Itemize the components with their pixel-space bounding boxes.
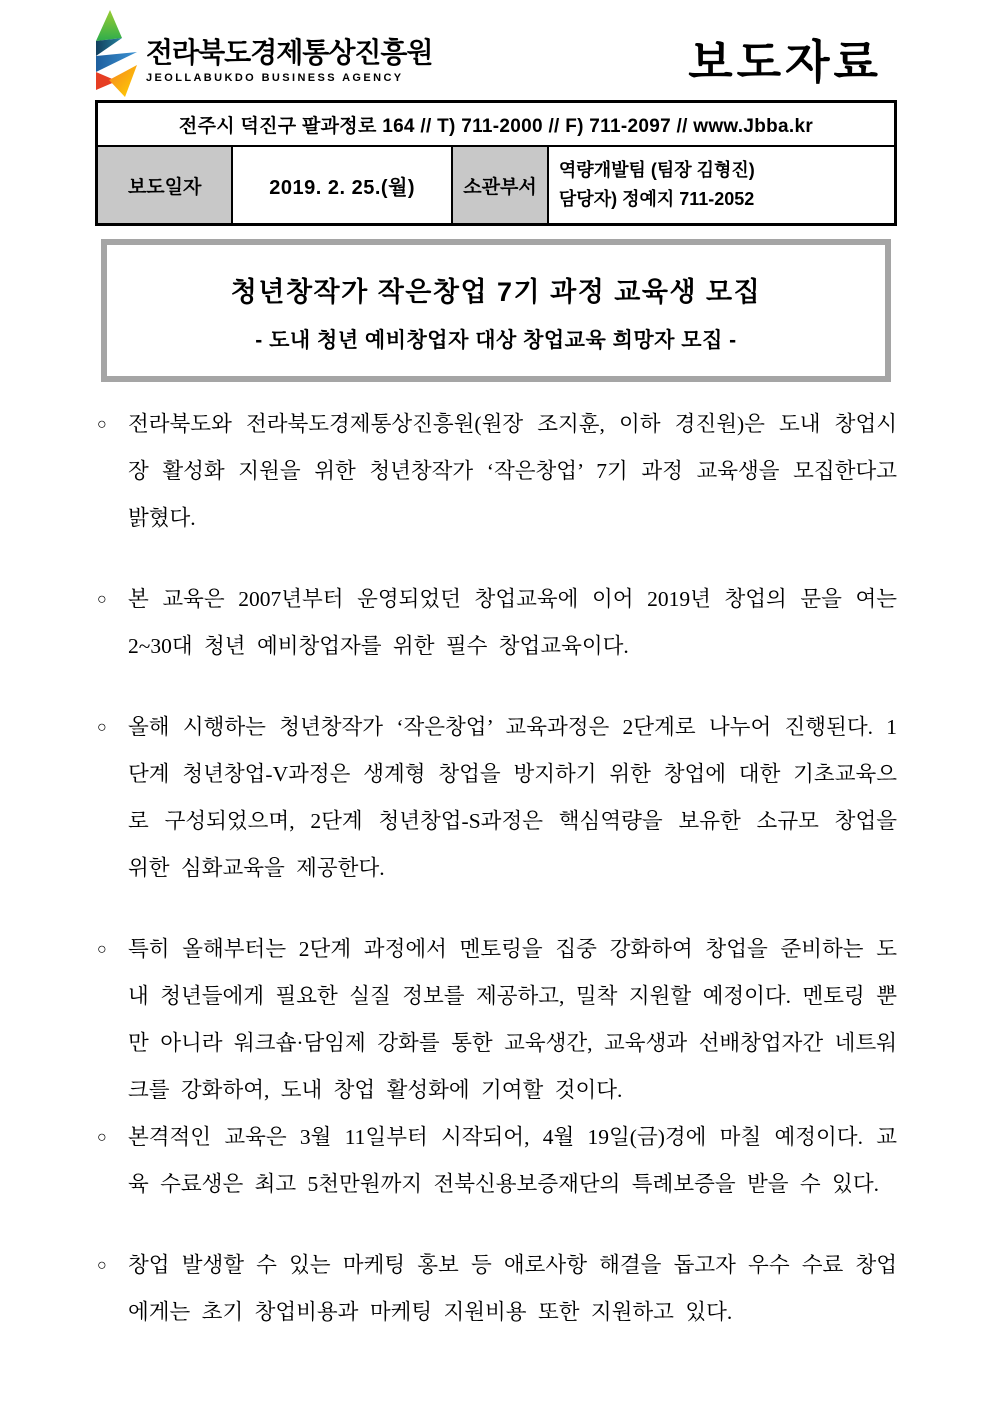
agency-brand <box>88 7 433 97</box>
bullet-circle-icon: ○ <box>97 941 107 958</box>
paragraph-6-text: 창업 발생할 수 있는 마케팅 홍보 등 애로사항 해결을 돕고자 우수 수료 창업에게는 초기 창업비용과 마케팅 지원비용 또한 지원하고 있다. <box>128 1253 897 1324</box>
paragraph-4 <box>95 926 897 1114</box>
document-type-title: 보도자료 <box>688 36 882 88</box>
bullet-circle-icon: ○ <box>97 1129 107 1146</box>
paragraph-5-text: 본격적인 교육은 3월 11일부터 시작되어, 4월 19일(금)경에 마칠 예정이다. 교육 수료생은 최고 5천만원까지 전북신용보증재단의 특례보증을 받을 수 있다. <box>128 1125 897 1196</box>
agency-name-english: JEOLLABUKDO BUSINESS AGENCY <box>146 72 404 85</box>
agency-name-korean: 전라북도경제통상진흥원 <box>146 36 433 68</box>
department-label: 소관부서 <box>452 146 548 225</box>
bullet-circle-icon: ○ <box>97 591 107 608</box>
document-content <box>0 100 992 1336</box>
press-subtitle: - 도내 청년 예비창업자 대상 창업교육 희망자 모집 - <box>255 329 737 352</box>
bullet-circle-icon: ○ <box>97 416 107 433</box>
paragraph-1-text: 전라북도와 전라북도경제통상진흥원(원장 조지훈, 이하 경진원)은 도내 창업시장 활성화 지원을 위한 청년창작가 ‘작은창업’ 7기 과정 교육생을 모집한다고 밝혔다. <box>128 412 897 530</box>
bullet-circle-icon: ○ <box>97 1257 107 1274</box>
paragraph-2 <box>95 576 897 670</box>
paragraph-3-text: 올해 시행하는 청년창작가 ‘작은창업’ 교육과정은 2단계로 나누어 진행된다. 1단계 청년창업-V과정은 생계형 창업을 방지하기 위한 창업에 대한 기초교육으로 구성되었으며, 2단계 청년창업-S과정은 핵심역량을 보유한 소규모 창업을 위한 심화교육을 제공한다. <box>128 715 897 880</box>
contact-bar: 전주시 덕진구 팔과정로 164 // T) 711-2000 // F) 711-2097 // www.Jbba.kr <box>97 102 896 147</box>
press-title: 청년창작가 작은창업 7기 과정 교육생 모집 <box>230 277 762 307</box>
agency-brand-text <box>146 20 433 85</box>
paragraph-6 <box>95 1242 897 1336</box>
release-date-value: 2019. 2. 25.(월) <box>232 146 452 225</box>
paragraph-4-text: 특히 올해부터는 2단계 과정에서 멘토링을 집중 강화하여 창업을 준비하는 도내 청년들에게 필요한 실질 정보를 제공하고, 밀착 지원할 예정이다. 멘토링 뿐만 아니라 워크숍·담임제 강화를 통한 교육생간, 교육생과 선배창업자간 네트워크를 강화하여, 도내 창업 활성화에 기여할 것이다. <box>128 937 897 1102</box>
department-cell <box>548 146 896 225</box>
paragraph-2-text: 본 교육은 2007년부터 운영되었던 창업교육에 이어 2019년 창업의 문을 여는 2~30대 청년 예비창업자를 위한 필수 창업교육이다. <box>128 587 897 658</box>
paragraph-5 <box>95 1114 897 1208</box>
agency-logo-icon <box>88 7 138 97</box>
bullet-circle-icon: ○ <box>97 719 107 736</box>
press-info-table <box>95 100 897 226</box>
department-team: 역량개발팀 (팀장 김형진) <box>558 160 755 181</box>
paragraph-3 <box>95 704 897 892</box>
release-date-label: 보도일자 <box>97 146 233 225</box>
department-contact: 담당자) 정예지 711-2052 <box>558 189 755 209</box>
press-body <box>95 401 897 1336</box>
paragraph-1 <box>95 401 897 542</box>
masthead <box>0 0 992 100</box>
title-box <box>101 239 891 382</box>
